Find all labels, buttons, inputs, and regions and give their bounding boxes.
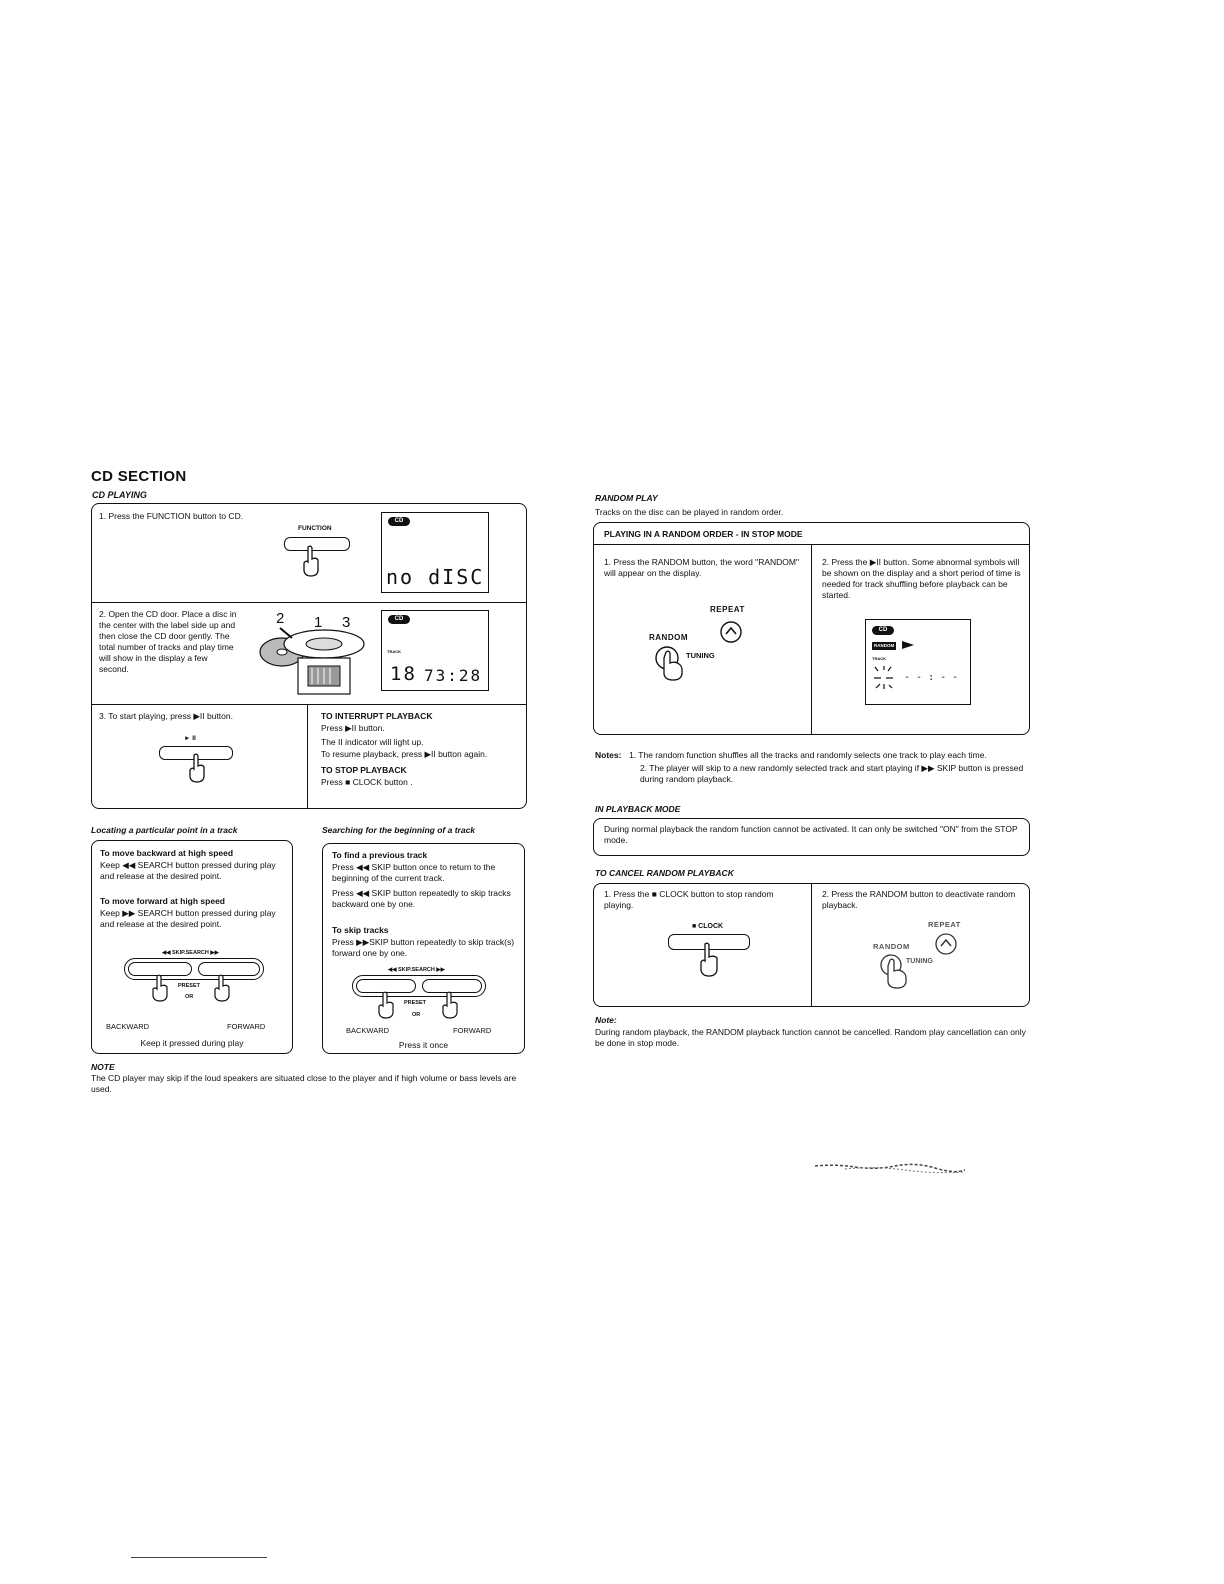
tuning-label: TUNING [906, 958, 933, 965]
scan-underline [131, 1557, 267, 1558]
abnormal-symbols-icon [872, 664, 902, 692]
stop-title: TO STOP PLAYBACK [321, 765, 407, 775]
hand-press-icon [440, 991, 460, 1019]
hand-press-icon [212, 974, 232, 1002]
forward-label: FORWARD [227, 1022, 266, 1031]
playback-mode-heading: IN PLAYBACK MODE [595, 804, 681, 814]
note-1: 1. The random function shuffles all the tracks and randomly selects one track to play each time. [629, 750, 987, 760]
total-time: 73:28 [424, 666, 483, 685]
hand-press-icon [300, 545, 322, 577]
backward-label: BACKWARD [106, 1022, 150, 1031]
locating-heading: Locating a particular point in a track [91, 825, 238, 835]
cancel-heading: TO CANCEL RANDOM PLAYBACK [595, 868, 734, 878]
backward-title: To move backward at high speed [100, 848, 234, 858]
interrupt-line-3: To resume playback, press ▶II button again. [321, 749, 488, 759]
play-pause-label: ► II [184, 735, 196, 742]
notes-label: Notes: [595, 750, 622, 760]
display-dashes: - - : - - [904, 672, 959, 683]
track-label: TRACK [387, 649, 401, 654]
step1-text: 1. Press the FUNCTION button to CD. [99, 511, 244, 521]
note-text: The CD player may skip if the loud speakers are situated close to the player and if high volume or bass levels are used. [91, 1073, 517, 1094]
hand-press-icon [660, 650, 686, 682]
searching-heading: Searching for the beginning of a track [322, 825, 476, 835]
repeat-button-icon[interactable] [934, 932, 958, 956]
forward-label: FORWARD [453, 1026, 492, 1035]
random-heading: RANDOM PLAY [595, 493, 658, 503]
random-label: RANDOM [649, 633, 688, 642]
hand-press-icon [696, 942, 722, 978]
cd-loading-icon [252, 610, 374, 698]
random-intro: Tracks on the disc can be played in random order. [595, 507, 784, 517]
random-badge: RANDOM [874, 643, 895, 648]
interrupt-line-2: The II indicator will light up. [321, 737, 424, 747]
diagram-num-1: 1 [314, 614, 323, 631]
diagram-num-3: 3 [342, 614, 351, 631]
scan-smudge [815, 1160, 965, 1176]
preset-label: PRESET [404, 1000, 427, 1006]
interrupt-line-1: Press ▶II button. [321, 723, 385, 733]
stop-mode-title: PLAYING IN A RANDOM ORDER - IN STOP MODE [604, 529, 803, 539]
stop-mode-step1: 1. Press the RANDOM button, the word "RANDOM" will appear on the display. [604, 557, 799, 578]
prev-track-text-1: Press ◀◀ SKIP button once to return to the beginning of the current track. [332, 862, 496, 883]
hand-press-icon [150, 974, 170, 1002]
skip-tracks-text: Press ▶▶SKIP button repeatedly to skip track(s) forward one by one. [332, 937, 515, 958]
prev-track-title: To find a previous track [332, 850, 428, 860]
preset-label: PRESET [178, 983, 201, 989]
forward-text: Keep ▶▶ SEARCH button pressed during play and release at the desired point. [100, 908, 276, 929]
repeat-button-icon[interactable] [719, 620, 743, 644]
interrupt-title: TO INTERRUPT PLAYBACK [321, 711, 433, 721]
tuning-label: TUNING [686, 651, 715, 660]
note-title: NOTE [91, 1062, 115, 1072]
display-no-disc [381, 512, 489, 593]
cd-badge: CD [872, 626, 894, 635]
or-label: OR [185, 994, 194, 1000]
stop-mode-step2: 2. Press the ▶II button. Some abnormal symbols will be shown on the display and a short period of time is needed for track shuffling before playback can be started. [822, 557, 1021, 600]
cd-badge: CD [388, 615, 410, 624]
cd-badge: CD [388, 517, 410, 526]
cancel-step1: 1. Press the ■ CLOCK button to stop random playing. [604, 889, 774, 910]
clock-label: ■ CLOCK [692, 923, 724, 930]
step3-text: 3. To start playing, press ▶II button. [99, 711, 233, 721]
section-title: CD SECTION [91, 468, 187, 485]
track-count: 18 [390, 663, 417, 685]
cancel-step2: 2. Press the RANDOM button to deactivate random playback. [822, 889, 1016, 910]
prev-track-text-2: Press ◀◀ SKIP button repeatedly to skip tracks backward one by one. [332, 888, 511, 909]
random-display [865, 619, 971, 705]
backward-label: BACKWARD [346, 1026, 390, 1035]
random-label: RANDOM [873, 942, 910, 951]
or-label: OR [412, 1012, 421, 1018]
note-2: 2. The player will skip to a new randomly selected track and start playing if ▶▶ SKIP button is pressed during random playback. [640, 763, 1024, 784]
play-indicator-icon [902, 641, 914, 649]
bottom-note-title: Note: [595, 1015, 617, 1025]
skip-tracks-title: To skip tracks [332, 925, 389, 935]
repeat-label: REPEAT [710, 605, 745, 614]
skip-search-label: ◀◀ SKIP.SEARCH ▶▶ [388, 967, 445, 973]
bottom-note-text: During random playback, the RANDOM playback function cannot be cancelled. Random play cancellation can only be done in stop mode. [595, 1027, 1026, 1048]
step2-text: 2. Open the CD door. Place a disc in the center with the label side up and then close the CD door gently. The total number of tracks and play time will show in the display a few second. [99, 609, 237, 674]
repeat-label: REPEAT [928, 920, 961, 929]
hand-press-icon [186, 753, 208, 783]
function-label: FUNCTION [298, 525, 332, 532]
cd-playing-heading: CD PLAYING [92, 490, 147, 500]
diagram-num-2: 2 [276, 610, 285, 627]
forward-title: To move forward at high speed [100, 896, 225, 906]
stop-line: Press ■ CLOCK button . [321, 777, 413, 787]
display-track-time [381, 610, 489, 691]
playback-mode-text: During normal playback the random function cannot be activated. It can only be switched "ON" from the STOP mode. [604, 824, 1018, 845]
locating-footer: Keep it pressed during play [140, 1038, 244, 1048]
track-label: TRACK [872, 656, 886, 661]
skip-search-label: ◀◀ SKIP.SEARCH ▶▶ [162, 950, 219, 956]
backward-text: Keep ◀◀ SEARCH button pressed during play and release at the desired point. [100, 860, 276, 881]
searching-footer: Press it once [398, 1040, 449, 1050]
hand-press-icon [376, 991, 396, 1019]
display-text: no dISC [386, 565, 485, 589]
